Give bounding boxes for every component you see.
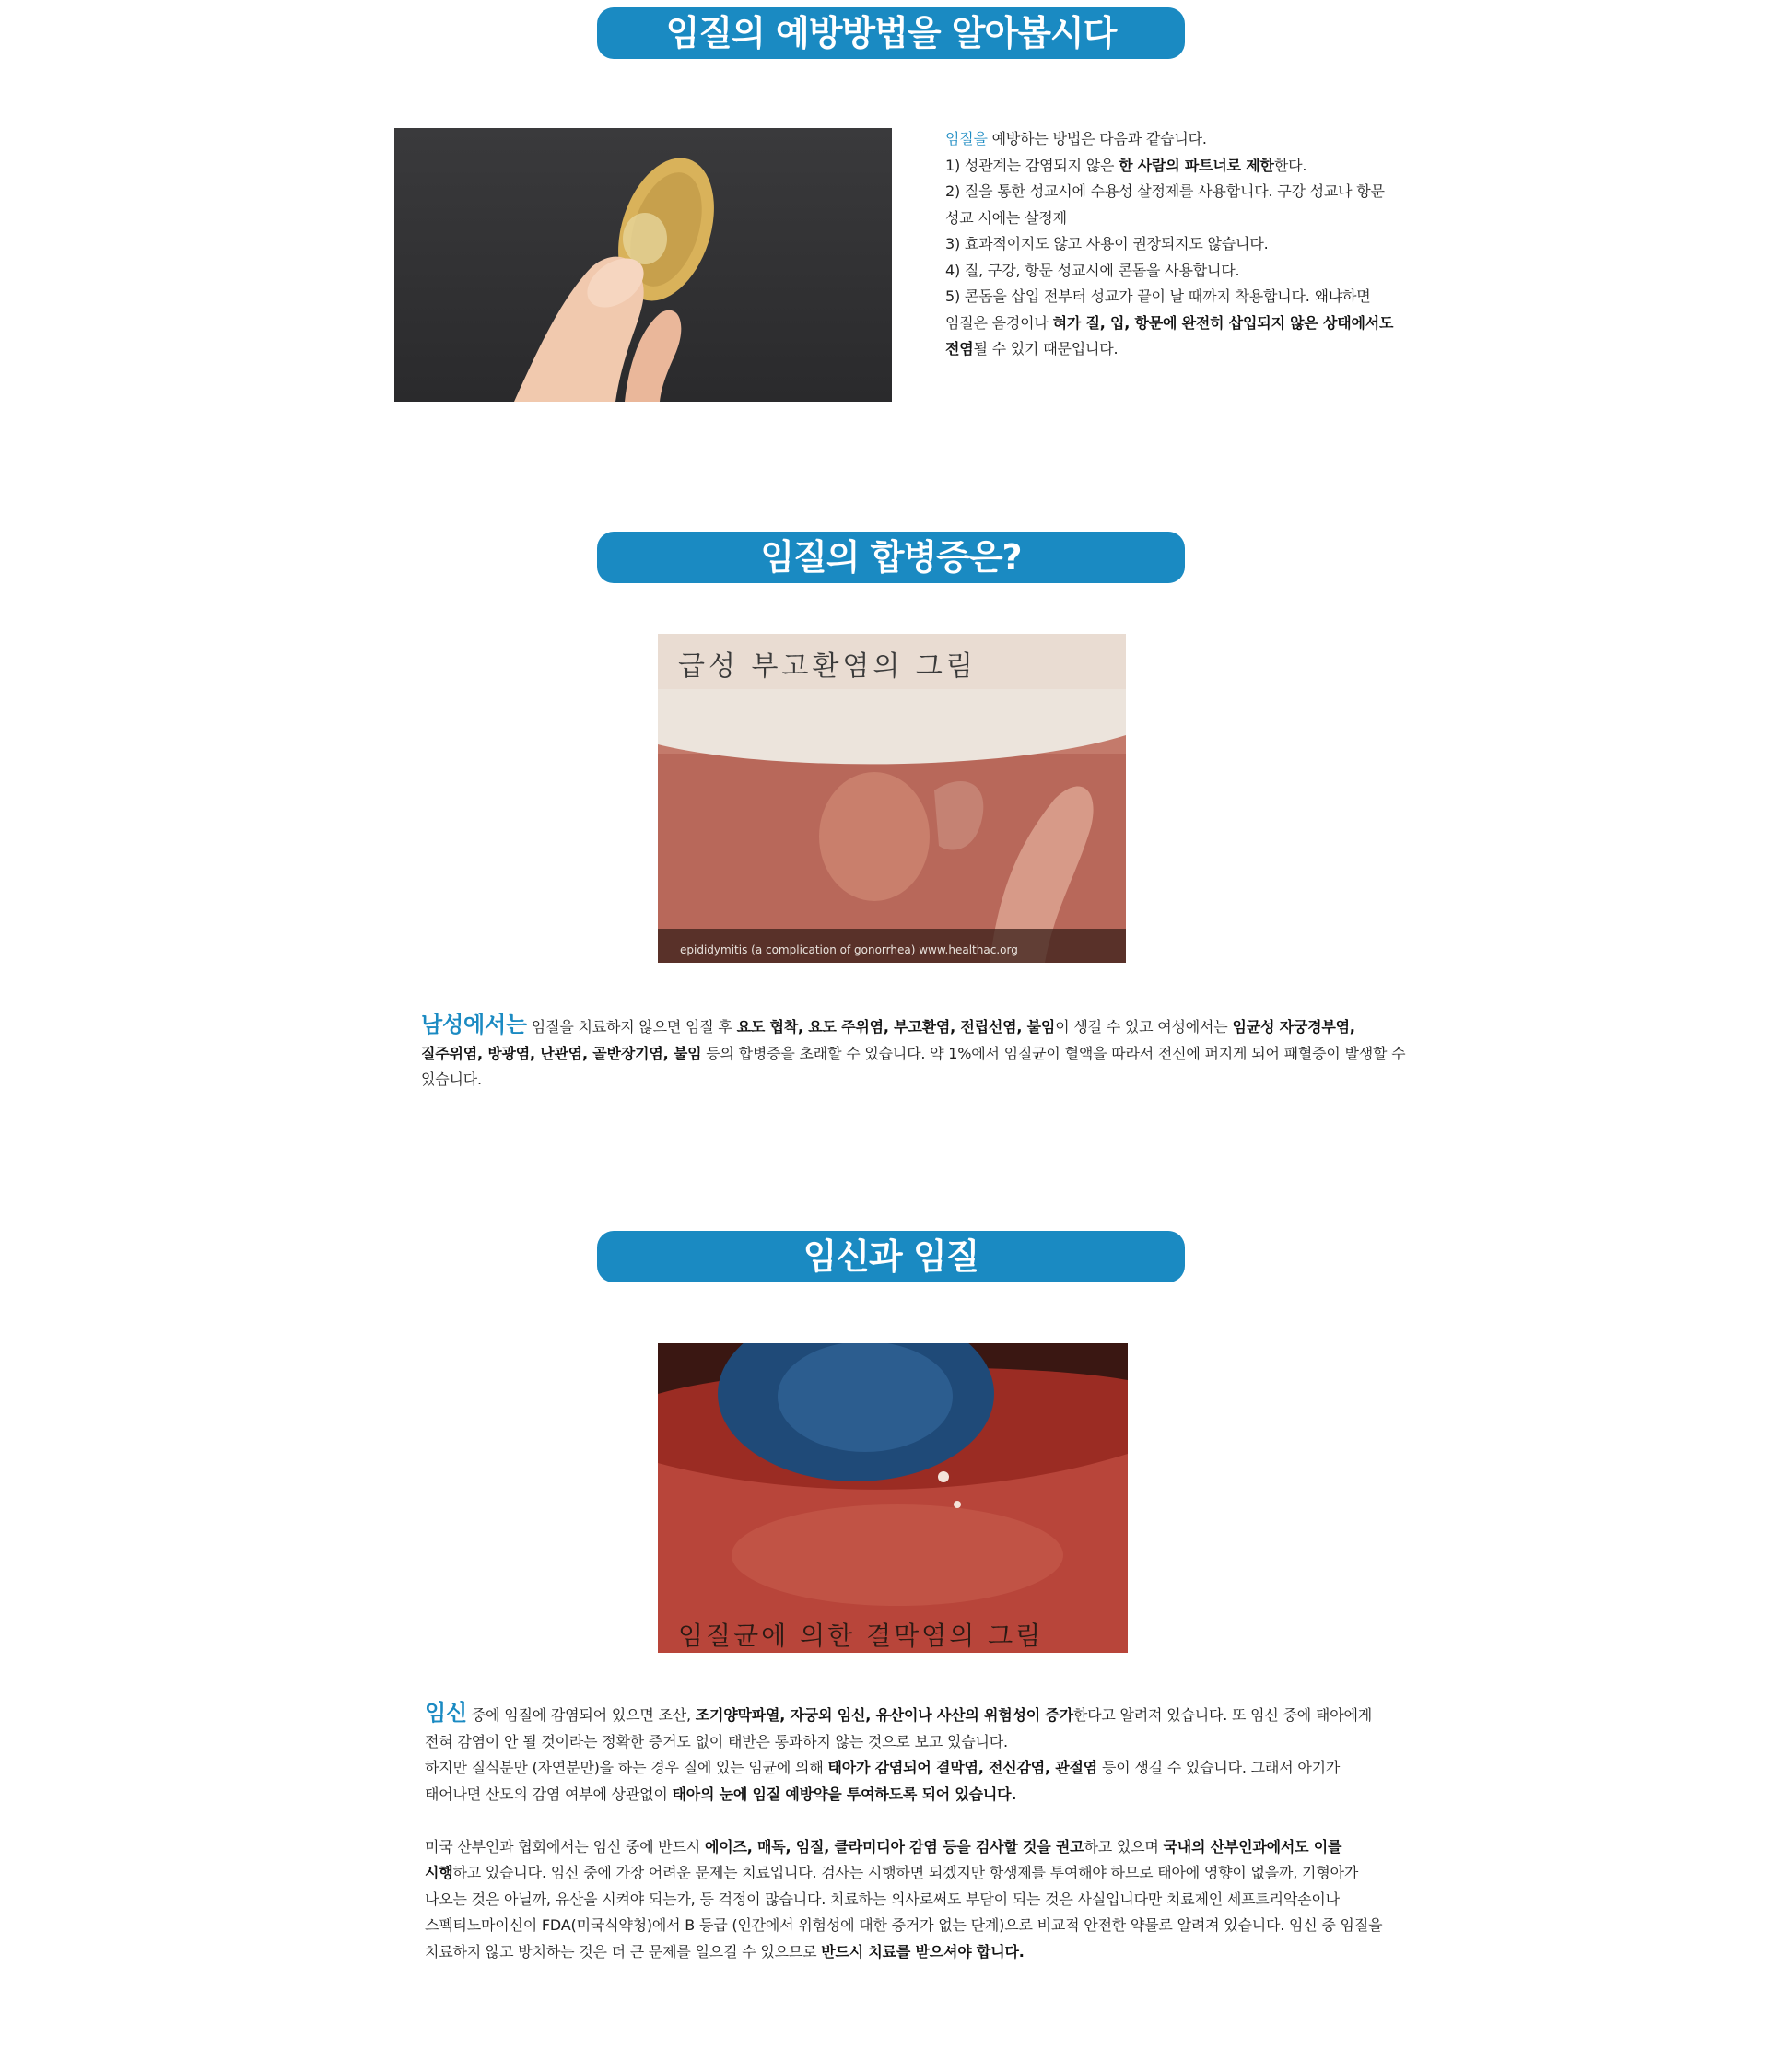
paragraph-line — [945, 258, 1393, 285]
text-run: 하고 있으며 — [1084, 1837, 1164, 1855]
paragraph-line — [945, 231, 1393, 258]
conjunctivitis-caption: 임질균에 의한 결막염의 그림 — [678, 1621, 1044, 1651]
bold-text: 질주위염, 방광염, 난관염, 골반장기염, 불임 — [421, 1044, 702, 1062]
paragraph-line — [425, 1700, 1382, 1729]
section-banner-prevention: 임질의 예방방법을 알아봅시다 — [597, 7, 1185, 59]
epididymitis-photo — [658, 634, 1126, 963]
paragraph-line — [425, 1913, 1382, 1939]
bold-text: 임균성 자궁경부염, — [1232, 1018, 1355, 1036]
bold-text: 혀가 질, 입, 항문에 완전히 삽입되지 않은 상태에서도 — [1052, 313, 1394, 332]
bold-text: 시행 — [425, 1864, 453, 1881]
section-banner-pregnancy: 임신과 임질 — [597, 1231, 1185, 1282]
text-run: 임질을 치료하지 않으면 임질 후 — [526, 1018, 737, 1036]
text-run: 미국 산부인과 협회에서는 임신 중에 반드시 — [425, 1837, 705, 1855]
paragraph-line — [425, 1834, 1382, 1861]
paragraph-line — [425, 1887, 1382, 1914]
text-run: 5) 콘돔을 삽입 전부터 성교가 끝이 날 때까지 착용합니다. 왜냐하면 — [945, 287, 1371, 305]
bold-text: 반드시 치료를 받으셔야 합니다. — [821, 1942, 1025, 1961]
text-run: 될 수 있기 때문입니다. — [973, 340, 1119, 357]
text-run: 3) 효과적이지도 않고 사용이 권장되지도 않습니다. — [945, 235, 1269, 252]
conjunctivitis-photo — [658, 1343, 1128, 1653]
text-run: 중에 임질에 감염되어 있으면 조산, — [466, 1706, 696, 1724]
paragraph-line — [945, 205, 1393, 232]
paragraph-line — [945, 336, 1393, 363]
paragraph-line — [945, 310, 1393, 337]
paragraph-line — [425, 1729, 1382, 1756]
complications-paragraph — [421, 1012, 1405, 1094]
paragraph-line — [945, 126, 1393, 153]
text-run: 이 생길 수 있고 여성에서는 — [1055, 1018, 1233, 1036]
text-run: 2) 질을 통한 성교시에 수용성 살정제를 사용합니다. 구강 성교나 항문 — [945, 182, 1385, 200]
text-run: 나오는 것은 아닐까, 유산을 시켜야 되는가, 등 걱정이 많습니다. 치료하는 의사로써도 부담이 되는 것은 사실입니다만 치료제인 세프트리악손이나 — [425, 1890, 1340, 1908]
pregnancy-paragraph — [425, 1700, 1382, 1965]
paragraph-line — [425, 1782, 1382, 1809]
bold-text: 요도 협착, 요도 주위염, 부고환염, 전립선염, 불임 — [736, 1018, 1056, 1036]
condom-illustration — [394, 128, 892, 402]
bold-text: 한 사람의 파트너로 제한 — [1119, 156, 1274, 174]
bold-text: 조기양막파열, 자궁외 임신, 유산이나 사산의 위험성이 증가 — [695, 1706, 1073, 1724]
bold-text: 태아의 눈에 임질 예방약을 투여하도록 되어 있습니다. — [672, 1785, 1017, 1803]
prevention-paragraph — [945, 126, 1393, 363]
text-run: 4) 질, 구강, 항문 성교시에 콘돔을 사용합니다. — [945, 261, 1240, 279]
paragraph-line — [425, 1860, 1382, 1887]
bold-text: 전염 — [945, 340, 974, 357]
text-run: 임질은 음경이나 — [945, 313, 1053, 332]
text-run: 하고 있습니다. 임신 중에 가장 어려운 문제는 치료입니다. 검사는 시행하면 되겠지만 항생제를 투여해야 하므로 태아에 영향이 없을까, 기형아가 — [452, 1864, 1359, 1881]
text-run: 태어나면 산모의 감염 여부에 상관없이 — [425, 1785, 673, 1803]
text-run: 남성에서는 — [421, 1012, 527, 1037]
condom-photo — [394, 128, 892, 402]
text-run: 1) 성관계는 감염되지 않은 — [945, 156, 1119, 174]
text-run: 예방하는 방법은 다음과 같습니다. — [987, 130, 1207, 147]
epididymitis-credit: epididymitis (a complication of gonorrhea) www.healthac.org — [680, 943, 1018, 956]
section-banner-complications: 임질의 합병증은? — [597, 532, 1185, 583]
paragraph-line — [425, 1755, 1382, 1782]
paragraph-line — [421, 1041, 1405, 1068]
text-run: 등의 합병증을 초래할 수 있습니다. 약 1%에서 임질균이 혈액을 따라서 전신에 퍼지게 되어 패혈증이 발생할 수 — [701, 1044, 1406, 1062]
text-run: 있습니다. — [421, 1071, 482, 1088]
paragraph-line — [421, 1012, 1405, 1041]
text-run: 전혀 감염이 안 될 것이라는 정확한 증거도 없이 태반은 통과하지 않는 것으로 보고 있습니다. — [425, 1732, 1008, 1750]
bold-text: 국내의 산부인과에서도 이를 — [1163, 1837, 1342, 1855]
paragraph-line — [425, 1808, 1382, 1834]
text-run: 스펙티노마이신이 FDA(미국식약청)에서 B 등급 (인간에서 위험성에 대한 증거가 없는 단계)으로 비교적 안전한 약물로 알려져 있습니다. 임신 중 임질을 — [425, 1916, 1383, 1934]
text-run: 치료하지 않고 방치하는 것은 더 큰 문제를 일으킬 수 있으므로 — [425, 1942, 822, 1961]
text-run: 등이 생길 수 있습니다. 그래서 아기가 — [1097, 1759, 1341, 1776]
paragraph-line — [425, 1939, 1382, 1966]
bold-text: 태아가 감염되어 결막염, 전신감염, 관절염 — [827, 1759, 1098, 1776]
text-run: 성교 시에는 살정제 — [945, 208, 1067, 227]
text-run: 한다. — [1273, 156, 1307, 174]
text-run: 한다고 알려져 있습니다. 또 임신 중에 태아에게 — [1072, 1706, 1372, 1724]
text-run: 임질을 — [945, 130, 988, 147]
bold-text: 에이즈, 매독, 임질, 클라미디아 감염 등을 검사할 것을 권고 — [704, 1837, 1084, 1855]
text-run: 임신 — [425, 1700, 467, 1726]
paragraph-line — [945, 179, 1393, 205]
paragraph-line — [945, 153, 1393, 180]
paragraph-line — [421, 1067, 1405, 1094]
epididymitis-caption: 급성 부고환염의 그림 — [678, 650, 977, 683]
paragraph-line — [945, 284, 1393, 310]
conjunctivitis-illustration — [658, 1343, 1128, 1653]
text-run: 하지만 질식분만 (자연분만)을 하는 경우 질에 있는 임균에 의해 — [425, 1759, 828, 1776]
